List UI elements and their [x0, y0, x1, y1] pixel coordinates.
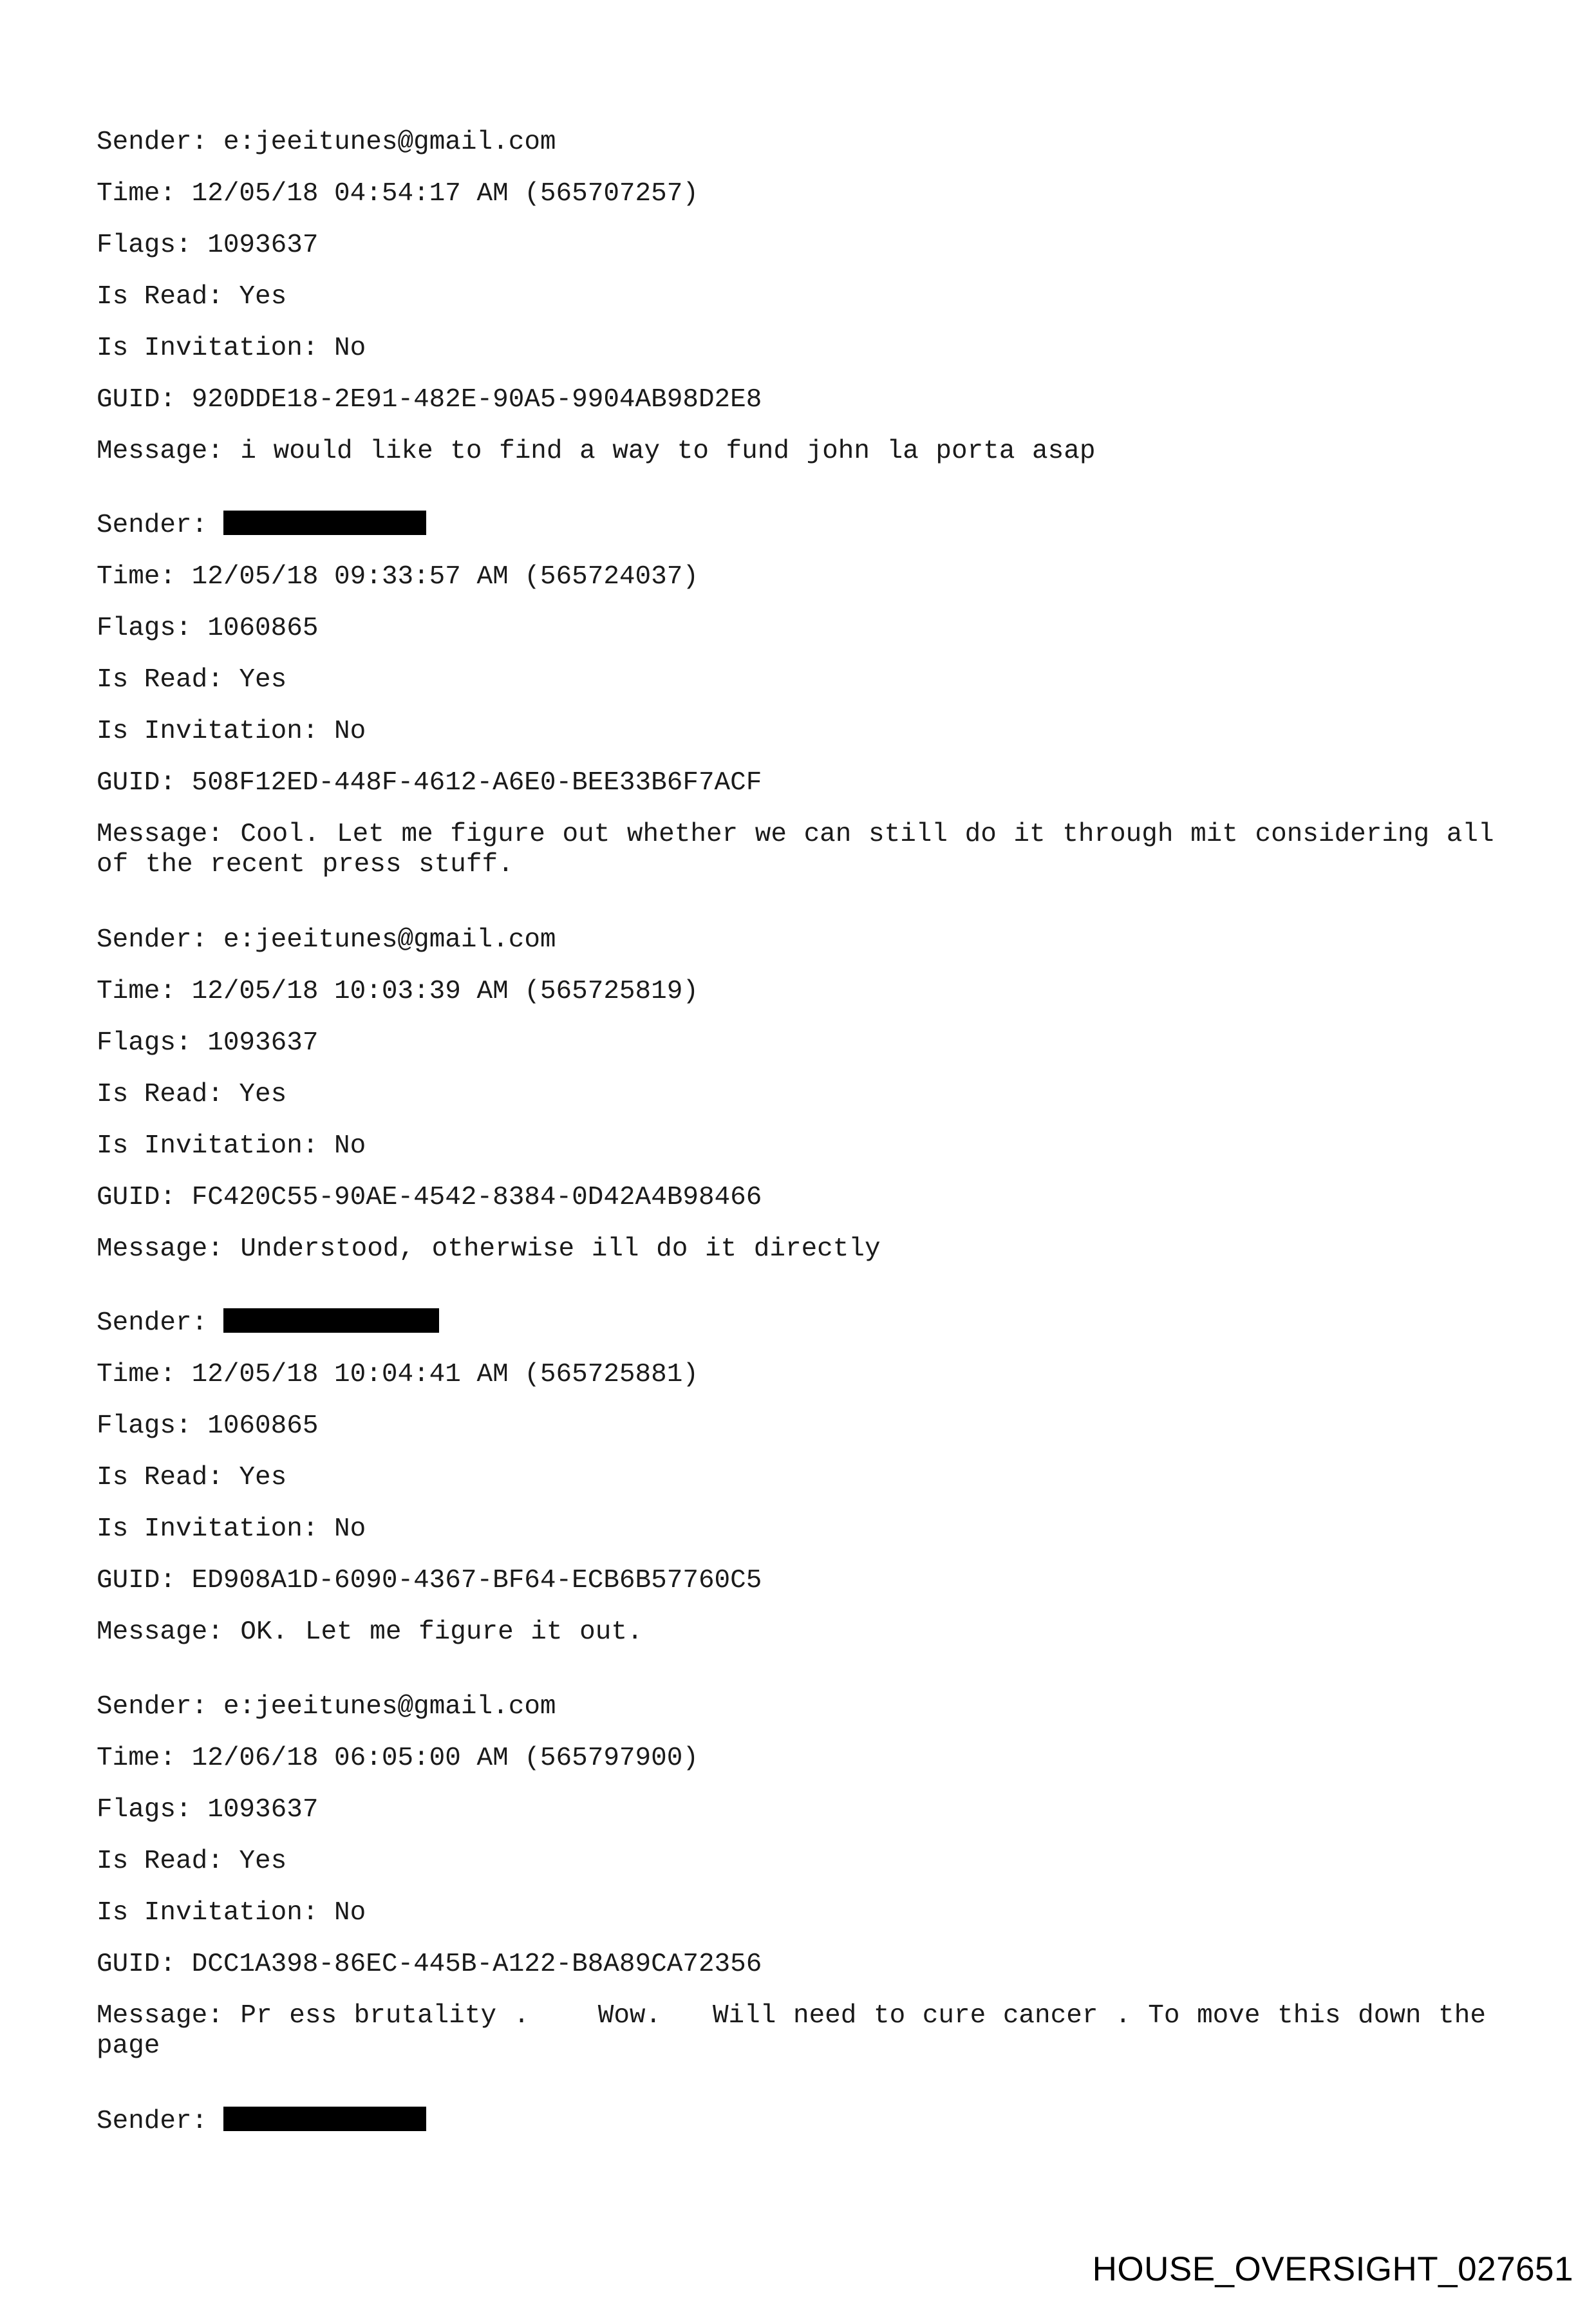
sender-value: e:jeeitunes@gmail.com — [223, 127, 556, 157]
message-line: Message: OK. Let me figure it out. — [97, 1617, 643, 1647]
guid-line: GUID: FC420C55-90AE-4542-8384-0D42A4B98466 — [97, 1183, 762, 1212]
sender-redaction-bar — [223, 511, 426, 535]
flags-line: Flags: 1093637 — [97, 230, 319, 260]
sender-line — [97, 925, 556, 955]
guid-line: GUID: ED908A1D-6090-4367-BF64-ECB6B57760C5 — [97, 1566, 762, 1595]
sender-redaction-bar — [223, 2107, 426, 2131]
time-line: Time: 12/05/18 10:04:41 AM (565725881) — [97, 1360, 699, 1389]
is-read-line: Is Read: Yes — [97, 282, 287, 312]
sender-value: e:jeeitunes@gmail.com — [223, 1692, 556, 1722]
guid-line: GUID: 508F12ED-448F-4612-A6E0-BEE33B6F7ACF — [97, 768, 762, 798]
sender-line — [97, 1308, 439, 1339]
sender-redaction-bar — [223, 1308, 439, 1333]
sender-line — [97, 1692, 556, 1722]
is-read-line: Is Read: Yes — [97, 665, 287, 695]
sender-label: Sender: — [97, 1692, 223, 1722]
sender-line — [97, 127, 556, 158]
time-line: Time: 12/06/18 06:05:00 AM (565797900) — [97, 1744, 699, 1773]
sender-value: e:jeeitunes@gmail.com — [223, 925, 556, 955]
is-read-line: Is Read: Yes — [97, 1080, 287, 1109]
sender-line — [97, 2107, 426, 2137]
is-invitation-line: Is Invitation: No — [97, 1898, 366, 1928]
bates-number: HOUSE_OVERSIGHT_027651 — [1092, 2250, 1573, 2288]
message-line: Message: Cool. Let me figure out whether we can still do it through mit considering all of the recent press stuff. — [97, 820, 1494, 879]
is-read-line: Is Read: Yes — [97, 1463, 287, 1492]
sender-label: Sender: — [97, 925, 223, 955]
sender-label: Sender: — [97, 511, 223, 540]
is-read-line: Is Read: Yes — [97, 1847, 287, 1876]
message-line: Message: i would like to find a way to fund john la porta asap — [97, 437, 1096, 466]
flags-line: Flags: 1060865 — [97, 614, 319, 643]
sender-label: Sender: — [97, 1308, 223, 1338]
sender-label: Sender: — [97, 2107, 223, 2136]
sender-line — [97, 511, 426, 541]
time-line: Time: 12/05/18 09:33:57 AM (565724037) — [97, 562, 699, 592]
sender-label: Sender: — [97, 127, 223, 157]
message-line: Message: Pr ess brutality . Wow. Will need to cure cancer . To move this down the page — [97, 2001, 1486, 2061]
is-invitation-line: Is Invitation: No — [97, 1131, 366, 1161]
guid-line: GUID: 920DDE18-2E91-482E-90A5-9904AB98D2E8 — [97, 385, 762, 415]
is-invitation-line: Is Invitation: No — [97, 717, 366, 746]
guid-line: GUID: DCC1A398-86EC-445B-A122-B8A89CA72356 — [97, 1950, 762, 1979]
time-line: Time: 12/05/18 04:54:17 AM (565707257) — [97, 179, 699, 209]
flags-line: Flags: 1060865 — [97, 1411, 319, 1441]
is-invitation-line: Is Invitation: No — [97, 1514, 366, 1544]
is-invitation-line: Is Invitation: No — [97, 334, 366, 363]
time-line: Time: 12/05/18 10:03:39 AM (565725819) — [97, 977, 699, 1006]
flags-line: Flags: 1093637 — [97, 1795, 319, 1825]
flags-line: Flags: 1093637 — [97, 1028, 319, 1058]
message-line: Message: Understood, otherwise ill do it directly — [97, 1234, 881, 1264]
